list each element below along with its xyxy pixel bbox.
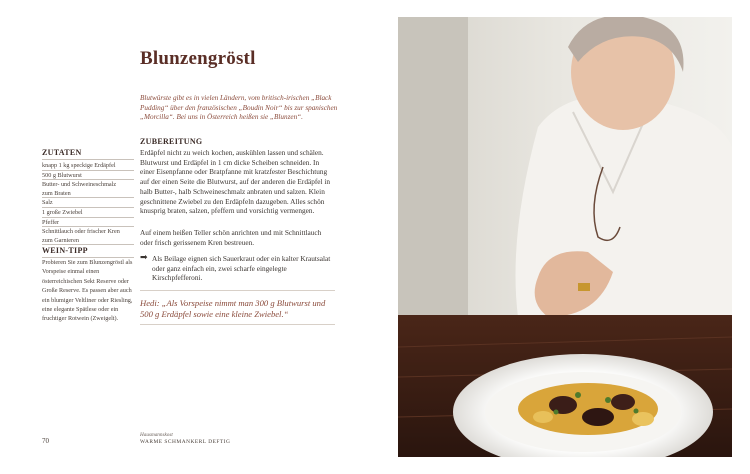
footer-series: Hausmannskost bbox=[140, 432, 173, 438]
wine-tip-heading: WEIN-TIPP bbox=[42, 246, 134, 258]
recipe-title: Blunzengröstl bbox=[140, 48, 256, 69]
recipe-intro: Blutwürste gibt es in vielen Ländern, vom britisch-irischen „Black Pudding“ über den französischen „Boudin Noir“ bis zur spanischen „Morcilla“. Bei uns in Österreich heißen sie „Blunzen“. bbox=[140, 94, 338, 122]
side-dish-tip-text: Als Beilage eignen sich Sauerkraut oder ein kalter Krautsalat oder ganz einfach ein, zwei scharfe eingelegte Kirschpfefferoni. bbox=[152, 254, 331, 283]
ingredients-section bbox=[42, 148, 134, 245]
ingredient-item: Pfeffer bbox=[42, 218, 134, 228]
ingredient-item: 1 große Zwiebel bbox=[42, 208, 134, 218]
side-dish-tip bbox=[140, 254, 334, 283]
ingredient-item: Butter- und Schweineschmalz bbox=[42, 181, 117, 189]
page-number: 70 bbox=[42, 437, 49, 445]
ingredient-item: Salz bbox=[42, 198, 134, 208]
ingredients-heading: ZUTATEN bbox=[42, 148, 134, 160]
ingredient-item: 500 g Blutwurst bbox=[42, 171, 134, 181]
footer-chapter: WARME SCHMANKERL DEFTIG bbox=[140, 439, 231, 445]
ingredient-item: knapp 1 kg speckige Erdäpfel bbox=[42, 161, 134, 171]
wine-tip-section bbox=[42, 246, 134, 258]
arrow-right-icon: ➡ bbox=[140, 253, 148, 263]
serving-text: Auf einem heißen Teller schön anrichten und mit Schnittlauch oder frisch gerissenem Kren bestreuen. bbox=[140, 228, 322, 247]
preparation-text: Erdäpfel nicht zu weich kochen, auskühlen lassen und schälen. Blutwurst und Erdäpfel in 1 cm dicke Scheiben schneiden. In einer Eisenpfanne oder Bratpfanne mit kratzfester Beschichtung auf der einen Seite die Blutwurst, auf der anderen die Erdäpfel in halb Butter-, halb Schweineschmalz anbraten und salzen. Klein geschnittene Zwiebel zu den Erdäpfeln dazugeben. Alles schön knusprig braten, salzen, pfeffern und vorsichtig vermengen. bbox=[140, 148, 331, 216]
ingredient-item: Schnittlauch oder frischer Kren bbox=[42, 228, 120, 236]
quote-divider-bottom bbox=[140, 324, 335, 325]
ingredient-item: zum Garnieren bbox=[42, 236, 134, 246]
wine-tip-text: Probieren Sie zum Blunzengröstl als Vorspeise einmal einen österreichischen Sekt Reserve oder Große Reserve. Es passen aber auch ein blumiger Veltliner oder Riesling, eine elegante Spätlese oder ein fruchtiger Rotwein (Zweigelt). bbox=[42, 259, 133, 323]
cook-photo bbox=[398, 17, 732, 457]
hedi-quote: Hedi: „Als Vorspeise nimmt man 300 g Blutwurst und 500 g Erdäpfel sowie eine kleine Zwiebel.“ bbox=[140, 298, 326, 319]
preparation-section bbox=[140, 137, 334, 146]
ingredient-item: zum Braten bbox=[42, 189, 134, 199]
quote-divider-top bbox=[140, 290, 335, 291]
preparation-heading: ZUBEREITUNG bbox=[140, 137, 203, 146]
